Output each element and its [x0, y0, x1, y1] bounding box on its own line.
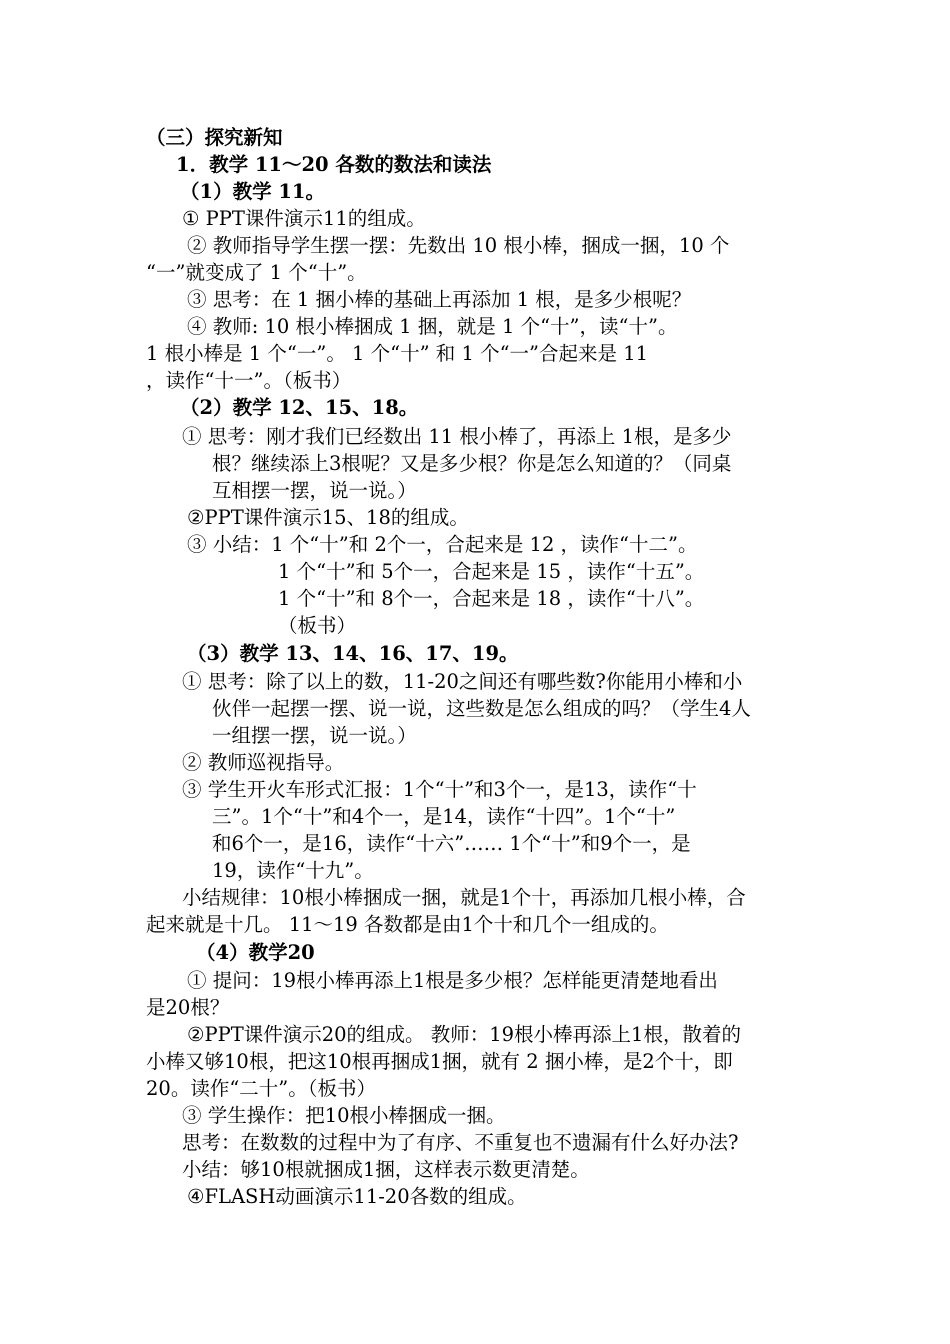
- text-line: 是20根？: [146, 996, 230, 1019]
- text-line: ④FLASH动画演示11-20各数的组成。: [187, 1185, 527, 1208]
- text-line: 起来就是十几。 11～19 各数都是由1个十和几个一组成的。: [146, 913, 669, 936]
- text-line: ② 教师巡视指导。: [182, 751, 345, 774]
- subsection-heading: 1．教学 11～20 各数的数法和读法: [176, 153, 492, 176]
- text-line: 思考：在数数的过程中为了有序、不重复也不遗漏有什么好办法?: [182, 1131, 739, 1154]
- text-line: 19，读作“十九”。: [212, 859, 374, 882]
- text-line: 三”。1个“十”和4个一，是14，读作“十四”。1个“十”: [212, 805, 676, 828]
- text-line: 伙伴一起摆一摆、说一说，这些数是怎么组成的吗？（学生4人: [212, 697, 751, 720]
- text-line: 1 个“十”和 8个一，合起来是 18 ，读作“十八”。: [278, 587, 705, 610]
- text-line: 根？继续添上3根呢？又是多少根？你是怎么知道的？（同桌: [212, 452, 732, 475]
- item-heading-2: （2）教学 12、15、18。: [180, 396, 419, 419]
- text-line: ② 教师指导学生摆一摆：先数出 10 根小棒，捆成一捆，10 个: [187, 234, 730, 257]
- text-line: 一组摆一摆，说一说。）: [212, 724, 417, 747]
- text-line: ②PPT课件演示20的组成。 教师：19根小棒再添上1根，散着的: [187, 1023, 741, 1046]
- text-line: ③ 学生开火车形式汇报：1个“十”和3个一，是13，读作“十: [182, 778, 697, 801]
- text-line: 1 根小棒是 1 个“一”。 1 个“十” 和 1 个“一”合起来是 11: [146, 342, 649, 365]
- text-line: “一”就变成了 1 个“十”。: [146, 261, 367, 284]
- section-heading: （三）探究新知: [146, 126, 283, 149]
- text-line: ③ 思考：在 1 捆小棒的基础上再添加 1 根，是多少根呢？: [187, 288, 692, 311]
- text-line: ① 思考：除了以上的数，11-20之间还有哪些数?你能用小棒和小: [182, 670, 743, 693]
- text-line: ④ 教师: 10 根小棒捆成 1 捆，就是 1 个“十”，读“十”。: [187, 315, 678, 338]
- text-line: 互相摆一摆，说一说。）: [212, 479, 417, 502]
- item-heading-4: （4）教学20: [196, 941, 315, 964]
- text-line: 20。读作“二十”。（板书）: [146, 1077, 377, 1100]
- text-line: 1 个“十”和 5个一，合起来是 15 ，读作“十五”。: [278, 560, 705, 583]
- text-line: ① 思考：刚才我们已经数出 11 根小棒了，再添上 1根，是多少: [182, 425, 732, 448]
- item-heading-1: （1）教学 11。: [180, 180, 325, 203]
- text-line: 小棒又够10根，把这10根再捆成1捆，就有 2 捆小棒，是2个十，即: [146, 1050, 733, 1073]
- text-line: ③ 小结：1 个“十”和 2个一，合起来是 12 ，读作“十二”。: [187, 533, 698, 556]
- text-line: 小结规律：10根小棒捆成一捆，就是1个十，再添加几根小棒，合: [182, 886, 746, 909]
- item-heading-3: （3）教学 13、14、16、17、19。: [187, 642, 519, 665]
- text-line: （板书）: [278, 614, 357, 637]
- text-line: ②PPT课件演示15、18的组成。: [187, 506, 469, 529]
- text-line: ① PPT课件演示11的组成。: [182, 207, 426, 230]
- text-line: ① 提问：19根小棒再添上1根是多少根？怎样能更清楚地看出: [187, 969, 718, 992]
- text-line: 小结：够10根就捆成1捆，这样表示数更清楚。: [182, 1158, 590, 1181]
- text-line: 和6个一，是16，读作“十六”…… 1个“十”和9个一，是: [212, 832, 691, 855]
- text-line: ③ 学生操作：把10根小棒捆成一捆。: [182, 1104, 506, 1127]
- text-line: ，读作“十一”。（板书）: [146, 369, 352, 392]
